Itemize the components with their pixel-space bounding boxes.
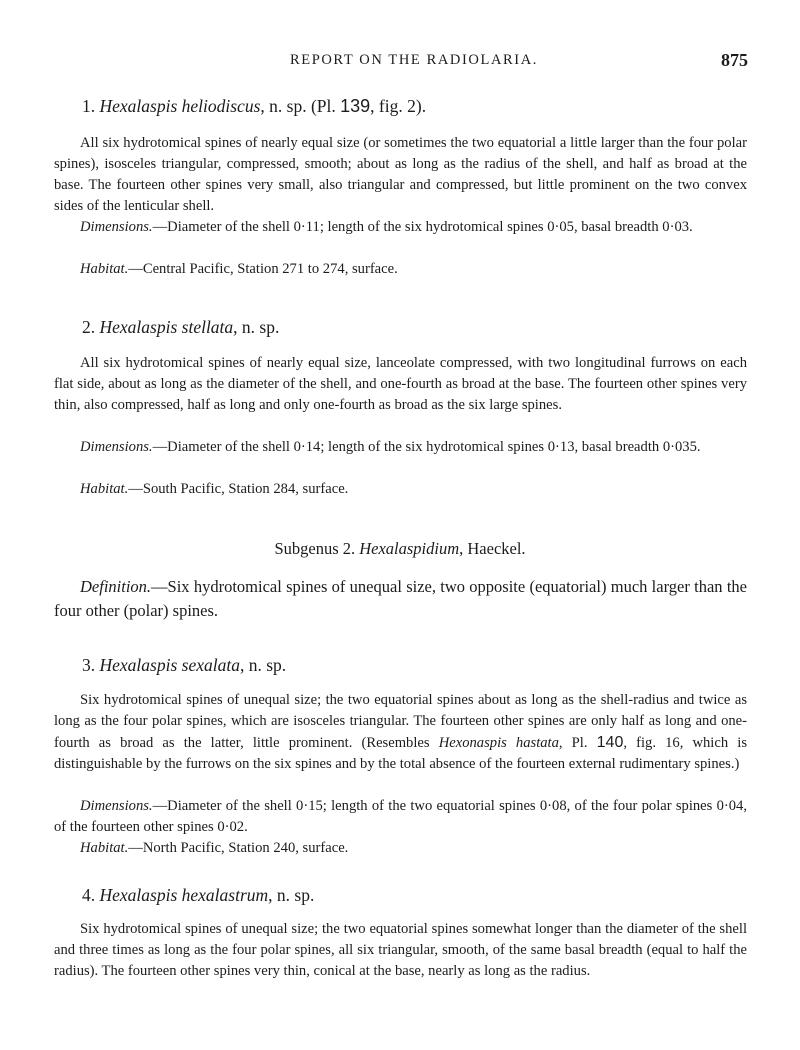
- species-1-dimensions: [54, 217, 747, 238]
- species-2-number: 2.: [82, 317, 96, 337]
- species-3-dimensions: [54, 796, 747, 838]
- species-1-number: 1.: [82, 96, 96, 116]
- species-1-name: Hexalaspis heliodiscus: [99, 96, 261, 116]
- subgenus-name: Hexalaspidium: [359, 539, 460, 558]
- species-3-reference-plate: 140: [596, 734, 624, 751]
- species-2-suffix: , n. sp.: [233, 317, 280, 337]
- species-1-habitat-label: Habitat.: [80, 261, 129, 277]
- species-3-dimensions-label: Dimensions.: [80, 798, 153, 814]
- species-1-description: All six hydrotomical spines of nearly equal size (or sometimes the two equatorial a little larger than the four polar spines), isosceles triangular, compressed, smooth; about as long as the radius of the shell, and half as broad at the base. The fourteen other spines very small, also triangular and compressed, but little prominent on the two convex sides of the lenticular shell.: [54, 135, 747, 214]
- species-4-suffix: , n. sp.: [268, 885, 315, 905]
- species-4-name: Hexalaspis hexalastrum: [99, 885, 269, 905]
- subgenus-suffix: , Haeckel.: [459, 539, 526, 558]
- species-2-description: All six hydrotomical spines of nearly equal size, lanceolate compressed, with two longitudinal furrows on each flat side, about as long as the diameter of the shell, and one-fourth as broad at the base. The fourteen other spines very thin, also compressed, half as long and only one-fourth as broad as the six large spines.: [54, 355, 747, 413]
- species-2-heading: [82, 317, 279, 338]
- species-3-description: [54, 690, 747, 775]
- species-3-dimensions-text: —Diameter of the shell 0·15; length of the two equatorial spines 0·08, of the four polar spines 0·04, of the fourteen other spines 0·02.: [54, 798, 747, 835]
- species-3-description-after: , fig. 16, which is distinguishable by the furrows on the six spines and by the total absence of the fourteen external rudimentary spines.): [54, 735, 748, 772]
- species-2-habitat-label: Habitat.: [80, 481, 129, 497]
- species-1-suffix: , n. sp. (Pl.: [260, 96, 341, 116]
- species-1-habitat-text: —Central Pacific, Station 271 to 274, surface.: [128, 261, 398, 277]
- subgenus-prefix: Subgenus 2.: [274, 539, 360, 558]
- species-3-number: 3.: [82, 655, 96, 675]
- species-1-dimensions-text: —Diameter of the shell 0·11; length of the six hydrotomical spines 0·05, basal breadth 0·03.: [152, 219, 693, 235]
- species-3-reference-pl: , Pl.: [558, 735, 597, 751]
- species-3-heading: [82, 655, 286, 676]
- definition-label: Definition.: [80, 577, 152, 596]
- definition-text: —Six hydrotomical spines of unequal size, two opposite (equatorial) much larger than the four other (polar) spines.: [54, 577, 747, 620]
- subgenus-definition: [54, 575, 747, 623]
- species-2-dimensions: [54, 437, 747, 458]
- species-2-dimensions-text: —Diameter of the shell 0·14; length of the six hydrotomical spines 0·13, basal breadth 0·035.: [152, 439, 701, 455]
- species-1-plate: 139: [340, 96, 371, 116]
- species-1-dimensions-label: Dimensions.: [80, 219, 153, 235]
- species-3-name: Hexalaspis sexalata: [99, 655, 240, 675]
- species-3-habitat-text: —North Pacific, Station 240, surface.: [128, 840, 349, 856]
- subgenus-heading: [0, 539, 800, 559]
- species-4-heading: [82, 885, 314, 906]
- species-1-fig: , fig. 2).: [370, 96, 427, 116]
- species-3-habitat: [54, 838, 747, 859]
- running-head: [80, 50, 748, 74]
- species-3-suffix: , n. sp.: [239, 655, 287, 675]
- species-2-habitat: [54, 479, 747, 500]
- species-2-name: Hexalaspis stellata: [99, 317, 234, 337]
- species-2-dimensions-label: Dimensions.: [80, 439, 153, 455]
- species-4-number: 4.: [82, 885, 96, 905]
- species-3-reference-name: Hexonaspis hastata: [438, 735, 559, 751]
- page-number: 875: [721, 50, 748, 70]
- species-1-habitat: [54, 259, 747, 280]
- species-4-description: Six hydrotomical spines of unequal size; the two equatorial spines somewhat longer than the diameter of the shell and three times as long as the four polar spines, all six triangular, smooth, of the same basal breadth (equal to half the radius). The fourteen other spines very thin, conical at the base, nearly as long as the radius.: [54, 921, 747, 979]
- running-title: REPORT ON THE RADIOLARIA.: [289, 52, 539, 68]
- species-3-description-before: Six hydrotomical spines of unequal size; the two equatorial spines about as long as the shell-radius and twice as long as the four polar spines, which are isosceles triangular. The fourteen other spines are only half as long and one-fourth as broad as the latter, little prominent. (Resembles: [54, 692, 747, 751]
- species-3-habitat-label: Habitat.: [80, 840, 129, 856]
- species-2-habitat-text: —South Pacific, Station 284, surface.: [128, 481, 349, 497]
- species-1-heading: [82, 96, 426, 117]
